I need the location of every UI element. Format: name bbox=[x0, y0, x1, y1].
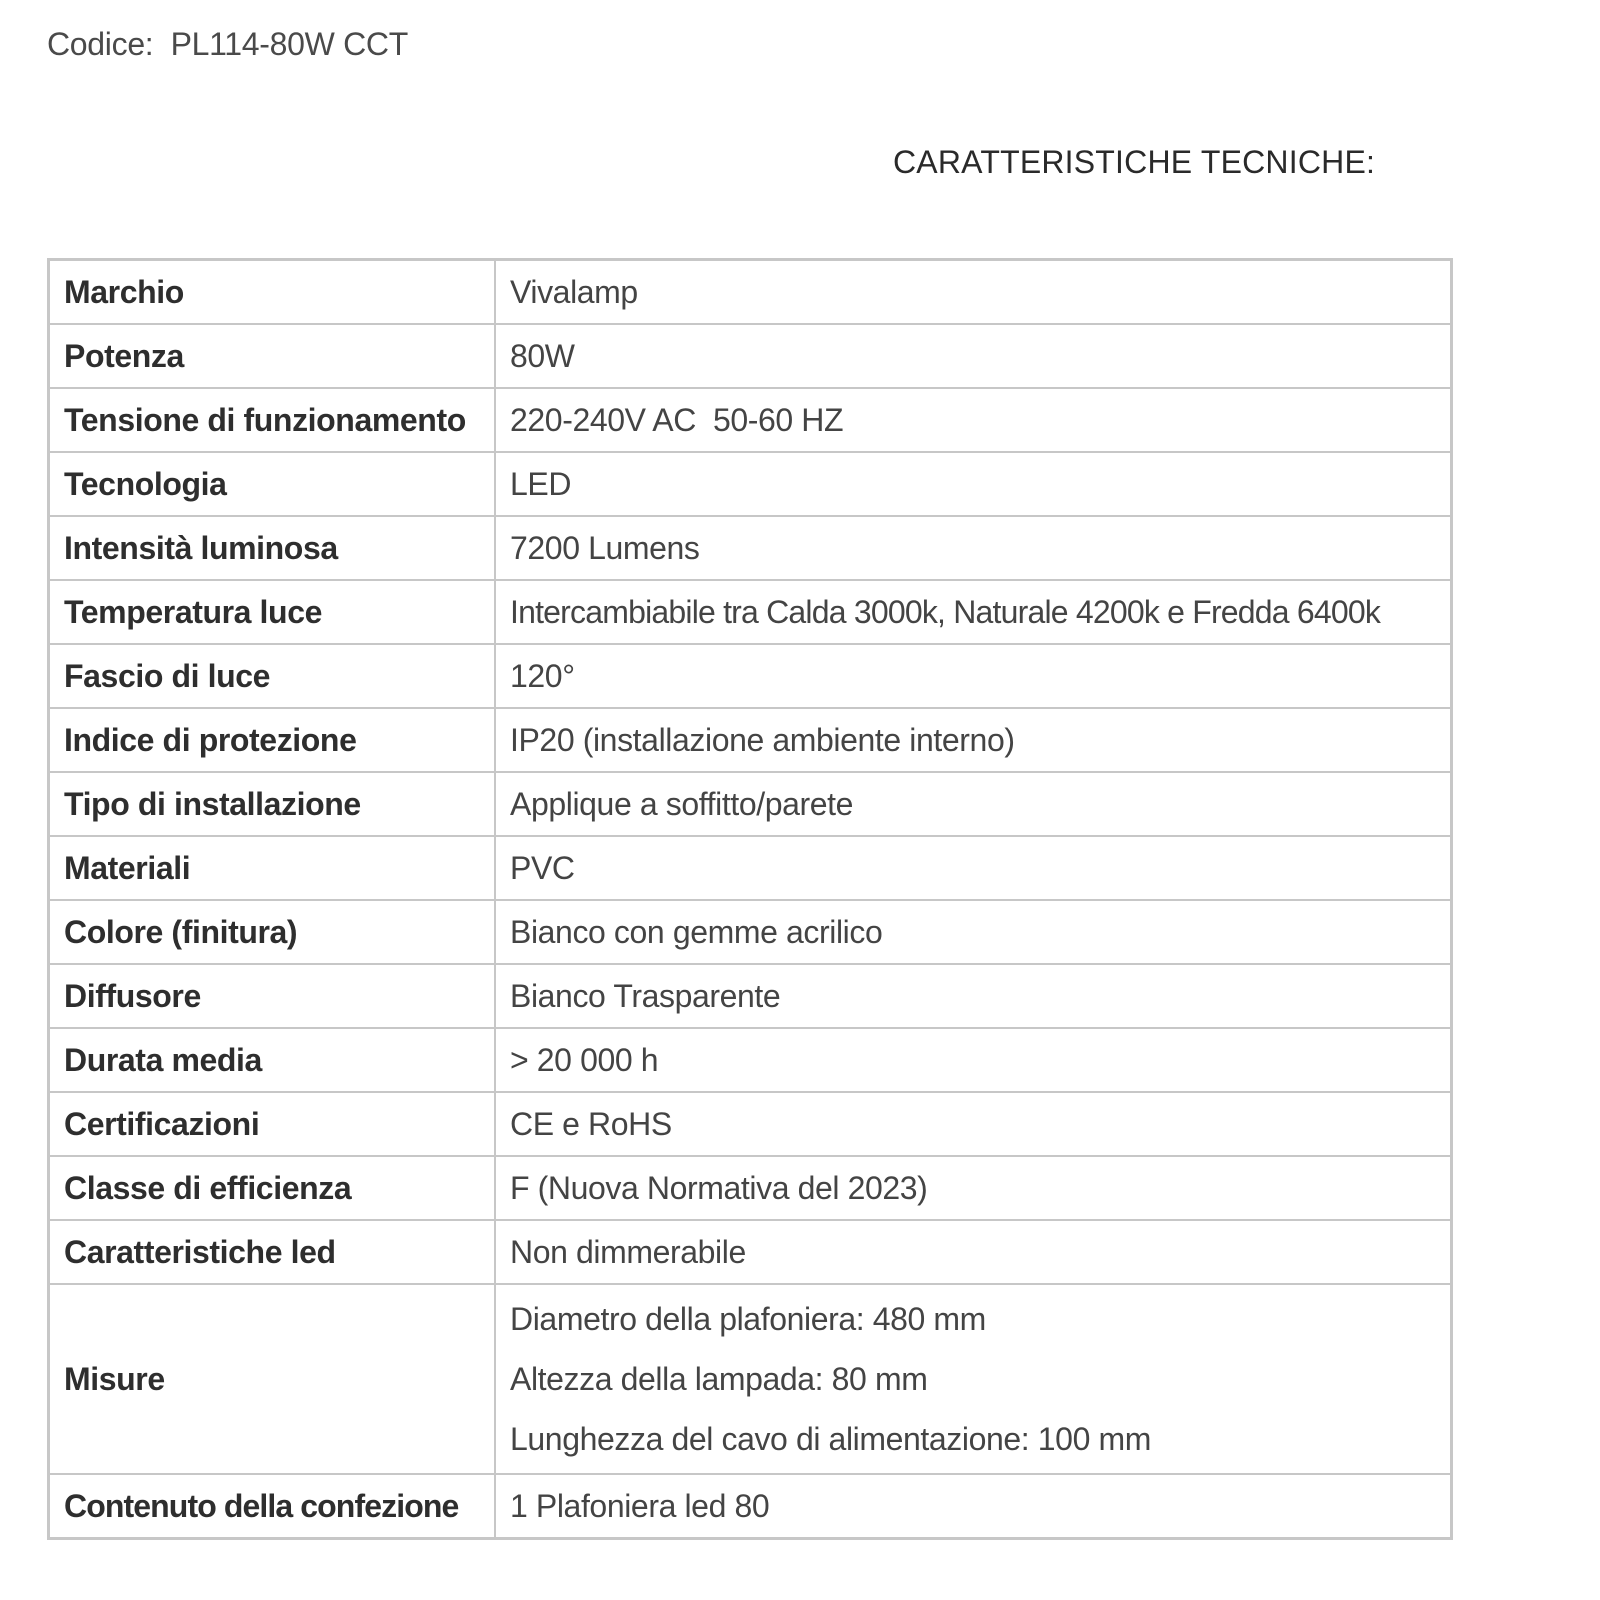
spec-label: Intensità luminosa bbox=[49, 516, 496, 580]
spec-label: Misure bbox=[49, 1284, 496, 1474]
spec-value-measures bbox=[495, 1284, 1452, 1474]
spec-value: Intercambiabile tra Calda 3000k, Naturale 4200k e Fredda 6400k bbox=[495, 580, 1452, 644]
spec-value: Bianco Trasparente bbox=[495, 964, 1452, 1028]
measure-height: Altezza della lampada: 80 mm bbox=[510, 1361, 928, 1397]
spec-value: 220-240V AC 50-60 HZ bbox=[495, 388, 1452, 452]
measure-cable-length: Lunghezza del cavo di alimentazione: 100 mm bbox=[510, 1421, 1151, 1457]
spec-label: Tensione di funzionamento bbox=[49, 388, 496, 452]
spec-label: Durata media bbox=[49, 1028, 496, 1092]
table-row bbox=[49, 836, 1452, 900]
table-row bbox=[49, 964, 1452, 1028]
table-row bbox=[49, 324, 1452, 388]
table-row bbox=[49, 772, 1452, 836]
table-row bbox=[49, 708, 1452, 772]
specs-table bbox=[47, 258, 1453, 1540]
spec-label: Temperatura luce bbox=[49, 580, 496, 644]
spec-label: Potenza bbox=[49, 324, 496, 388]
product-code-value: PL114-80W CCT bbox=[170, 26, 408, 62]
spec-value: Bianco con gemme acrilico bbox=[495, 900, 1452, 964]
spec-value: 1 Plafoniera led 80 bbox=[495, 1474, 1452, 1539]
spec-label: Colore (finitura) bbox=[49, 900, 496, 964]
table-row bbox=[49, 644, 1452, 708]
spec-label: Tipo di installazione bbox=[49, 772, 496, 836]
table-row bbox=[49, 388, 1452, 452]
spec-label: Classe di efficienza bbox=[49, 1156, 496, 1220]
table-row bbox=[49, 1474, 1452, 1539]
table-row bbox=[49, 1092, 1452, 1156]
spec-value: > 20 000 h bbox=[495, 1028, 1452, 1092]
spec-label: Contenuto della confezione bbox=[49, 1474, 496, 1539]
table-row bbox=[49, 900, 1452, 964]
spec-label: Certificazioni bbox=[49, 1092, 496, 1156]
table-row bbox=[49, 580, 1452, 644]
table-row bbox=[49, 452, 1452, 516]
product-code-label: Codice: bbox=[47, 26, 154, 62]
table-row bbox=[49, 1156, 1452, 1220]
measure-diameter: Diametro della plafoniera: 480 mm bbox=[510, 1301, 986, 1337]
spec-label: Indice di protezione bbox=[49, 708, 496, 772]
spec-label: Caratteristiche led bbox=[49, 1220, 496, 1284]
table-row-measures bbox=[49, 1284, 1452, 1474]
spec-value: PVC bbox=[495, 836, 1452, 900]
spec-value: 80W bbox=[495, 324, 1452, 388]
product-code bbox=[47, 26, 408, 63]
table-row bbox=[49, 260, 1452, 325]
spec-label: Marchio bbox=[49, 260, 496, 325]
table-row bbox=[49, 1028, 1452, 1092]
spec-value: IP20 (installazione ambiente interno) bbox=[495, 708, 1452, 772]
spec-value: Vivalamp bbox=[495, 260, 1452, 325]
spec-label: Materiali bbox=[49, 836, 496, 900]
spec-label: Diffusore bbox=[49, 964, 496, 1028]
spec-label: Tecnologia bbox=[49, 452, 496, 516]
spec-value: LED bbox=[495, 452, 1452, 516]
section-title: CARATTERISTICHE TECNICHE: bbox=[893, 144, 1376, 180]
spec-value: CE e RoHS bbox=[495, 1092, 1452, 1156]
spec-value: Applique a soffitto/parete bbox=[495, 772, 1452, 836]
spec-value: Non dimmerabile bbox=[495, 1220, 1452, 1284]
table-row bbox=[49, 1220, 1452, 1284]
spec-value: 120° bbox=[495, 644, 1452, 708]
table-row bbox=[49, 516, 1452, 580]
spec-value: 7200 Lumens bbox=[495, 516, 1452, 580]
spec-value: F (Nuova Normativa del 2023) bbox=[495, 1156, 1452, 1220]
spec-label: Fascio di luce bbox=[49, 644, 496, 708]
